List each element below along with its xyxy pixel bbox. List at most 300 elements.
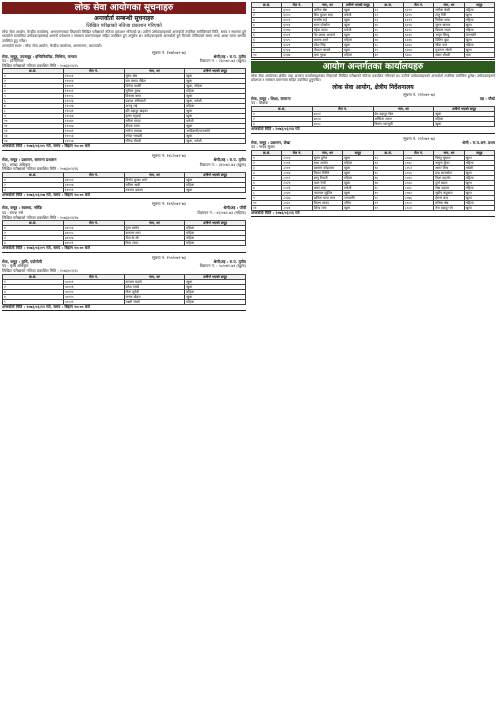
table-cell: राजु गिरी xyxy=(434,13,464,18)
level: तह : चौथो xyxy=(479,95,495,101)
table-cell: १ xyxy=(3,74,64,79)
column-header: समूह xyxy=(343,150,373,155)
table-cell: खुला xyxy=(464,23,494,28)
table-cell: ८०६० xyxy=(403,175,433,180)
interview-date: अन्तर्वार्ता मिति : २०७३/०३/०७ गते, समय : बिहान १०:०० बजे xyxy=(2,191,90,197)
level: श्रेणी : रा.प.अनं. प्रथम xyxy=(462,139,495,145)
table-cell: खुला xyxy=(434,122,495,127)
table-cell: १ xyxy=(3,226,64,231)
table-cell: ८०२६ xyxy=(282,185,312,190)
table-cell: ८०५६ xyxy=(403,170,433,175)
advertisement-number: विज्ञापन नं. : ५०/०७२-७३ (खुला) xyxy=(199,263,246,269)
level: श्रेणी/तह : रा.प. तृतीय xyxy=(213,157,246,162)
table-cell: खुला xyxy=(343,18,373,23)
table-cell: ६२२८ xyxy=(403,28,433,33)
table-cell: १ xyxy=(252,112,313,117)
table-cell: ८०६८ xyxy=(403,185,433,190)
table-cell: महिला xyxy=(464,28,494,33)
right-column xyxy=(251,2,495,718)
table-cell: ८०१४ xyxy=(282,170,312,175)
table-cell: ८०४४ xyxy=(403,155,433,160)
table-cell: मिलन घिमिरे xyxy=(312,170,342,175)
table-cell: १९ xyxy=(373,190,403,195)
table-cell: ८०१८ xyxy=(282,175,312,180)
table-cell: खुला xyxy=(464,170,494,175)
table-cell: खुला xyxy=(343,8,373,13)
table-cell: ३ xyxy=(252,122,313,127)
table-cell: लक्ष्मी जोशी xyxy=(124,299,185,304)
table-cell: २१ xyxy=(373,200,403,205)
table-cell: सन्तोष राई xyxy=(312,18,342,23)
column-header: समूह xyxy=(464,3,494,8)
table-cell: १२०२३ xyxy=(63,99,124,104)
table-cell: १२०१८ xyxy=(63,94,124,99)
table-cell: ८ xyxy=(3,109,64,114)
table-cell: २८ xyxy=(373,43,403,48)
notice-block xyxy=(2,50,246,151)
notice-block xyxy=(251,136,495,218)
column-header: क्र.सं. xyxy=(252,107,313,112)
table-cell: २४ xyxy=(373,23,403,28)
table-cell: ६२३६ xyxy=(403,38,433,43)
table-cell: खुला xyxy=(343,155,373,160)
table-cell: गीता सुवेदी xyxy=(124,289,185,294)
table-cell: १ xyxy=(252,8,282,13)
intro-paragraph: लोक सेवा आयोग, केन्द्रीय कार्यालय, अनामनगरबाट लिइएको लिखित परीक्षाको नतिजा प्रकाशन गरिएको छ। उत्तीर्ण उम्मेदवारहरुको अन्तर्वार्ता तपसिल बमोजिमको मिति, समय र स्थानमा हुने भएकोले सम्बन्धित उम्मेदवारहरुलाई आफ्नो प्रवेशपत्र र सक्कल प्रमाणपत्रहरु सहित उपस्थित हुन अनुरोध छ। उम्मेदवारहरुले अन्तर्वार्ता हुने दिनको तोकिएको समय भन्दा आधा घण्टा अगाडि उपस्थित हुनु पर्नेछ। xyxy=(2,30,246,43)
post: पद : स्टाफ नर्स xyxy=(2,209,24,215)
table-cell: अनिल श्रेष्ठ xyxy=(312,8,342,13)
results-table xyxy=(2,68,246,144)
table-cell: महिला xyxy=(185,226,246,231)
table-cell: २१ xyxy=(373,8,403,13)
table-cell: महिला xyxy=(185,241,246,246)
table-cell: २२ xyxy=(373,205,403,210)
table-cell: खुला xyxy=(343,170,373,175)
table-cell: ६ xyxy=(252,180,282,185)
table-cell: ५००१५ xyxy=(63,294,124,299)
table-cell: १३ xyxy=(373,160,403,165)
column-header: नाम, थर xyxy=(124,221,185,226)
notice-block xyxy=(2,255,246,311)
table-cell: २९ xyxy=(373,48,403,53)
table-cell: ८०६४ xyxy=(403,180,433,185)
table-cell: सागर मिश्र xyxy=(434,165,464,170)
results-table xyxy=(2,274,246,305)
table-cell: ६२२४ xyxy=(403,23,433,28)
table-cell: सुनिता गुरुङ xyxy=(124,89,185,94)
table-cell: ८००२ xyxy=(282,155,312,160)
table-cell: ६१३७ xyxy=(282,53,312,58)
post: पद : इन्जिनियर xyxy=(2,58,24,64)
table-cell: खुला xyxy=(464,38,494,43)
table-cell: ७००१ xyxy=(312,112,373,117)
column-header: क्र.सं. xyxy=(3,69,64,74)
column-header: उत्तीर्ण भएको समूह xyxy=(185,221,246,226)
table-cell: सुरज खनाल xyxy=(434,23,464,28)
table-cell: पवन रेग्मी xyxy=(312,180,342,185)
table-cell: ७ xyxy=(252,185,282,190)
table-cell: १२ xyxy=(3,129,64,134)
table-cell: सुरेश श्रेष्ठ xyxy=(124,74,185,79)
table-cell: महिला xyxy=(464,160,494,165)
table-cell: ८ xyxy=(252,43,282,48)
table-cell: ९ xyxy=(3,114,64,119)
divider xyxy=(2,310,246,311)
table-cell: कविता थापा मगर xyxy=(312,195,342,200)
table-cell: १० xyxy=(3,119,64,124)
offices-paragraph: लोक सेवा आयोगका क्षेत्रीय तथा अञ्चल कार्यालयहरुबाट लिइएको लिखित परीक्षाको नतिजा प्रकाशित गरिएको छ। उत्तीर्ण उम्मेदवारहरुको अन्तर्वार्ता तपसिल बमोजिम हुनेछ। उम्मेदवारहरुले प्रवेशपत्र र सक्कल प्रमाणपत्र सहित उपस्थित हुनुपर्नेछ। xyxy=(251,74,495,83)
table-cell: ४२००८ xyxy=(63,231,124,236)
column-header: उत्तीर्ण भएको समूह xyxy=(185,274,246,279)
table-cell: ३१००२ xyxy=(63,177,124,182)
table-cell: खुला xyxy=(185,109,246,114)
table-cell: विनोद कुमार शर्मा xyxy=(124,177,185,182)
level: श्रेणी/तह : रा.प. तृतीय xyxy=(213,53,246,59)
table-cell: ३ xyxy=(3,187,64,192)
regional-subtitle: लोक सेवा आयोग, क्षेत्रीय निर्देशनालय xyxy=(332,83,414,91)
table-cell: खुला xyxy=(185,124,246,129)
result-date: लिखित परीक्षाको नतिजा प्रकाशित मिति : २०७३/०२/१७ xyxy=(2,214,79,220)
table-cell: ८०३० xyxy=(282,190,312,195)
column-header: नाम, थर xyxy=(312,150,342,155)
post: पद : नायब सुब्बा xyxy=(251,144,275,150)
table-cell: २५ xyxy=(373,28,403,33)
table-cell: दीपक मल्ल xyxy=(124,124,185,129)
table-cell: महिला xyxy=(464,8,494,13)
table-cell: जनजाति xyxy=(464,33,494,38)
table-cell: खुला, मधेशी xyxy=(185,139,246,144)
column-header: क्र.सं. xyxy=(3,172,64,177)
post: पद : कृषि अधिकृत xyxy=(2,263,29,269)
table-cell: खुला xyxy=(343,48,373,53)
table-cell: २ xyxy=(3,284,64,289)
table-cell: ३ xyxy=(252,18,282,23)
table-cell: महिला xyxy=(343,38,373,43)
table-cell: खुला xyxy=(185,74,246,79)
table-cell: हेमन्त चन्द xyxy=(434,195,464,200)
table-cell: खुला xyxy=(343,43,373,48)
table-cell: १२०४० xyxy=(63,119,124,124)
left-column xyxy=(2,2,246,718)
table-cell: ६१०२ xyxy=(282,8,312,13)
table-cell: गणेश भण्डारी xyxy=(124,134,185,139)
results-table xyxy=(2,220,246,246)
section-subtitle: अन्तर्वार्ता सम्बन्धी सूचनाहरु xyxy=(94,15,154,22)
table-cell: विजय साउद xyxy=(312,200,342,205)
column-header: नाम, थर xyxy=(312,3,342,8)
intro-paragraph-2: अन्तर्वार्ता स्थान : लोक सेवा आयोग, केन्द्रीय कार्यालय, अनामनगर, काठमाडौं। xyxy=(2,44,102,49)
table-cell: महिला xyxy=(464,18,494,23)
table-cell: ३१०११ xyxy=(63,187,124,192)
table-cell: ४ xyxy=(252,23,282,28)
table-cell: रमेश सिंह xyxy=(312,43,342,48)
table-cell: निशा महर्जन xyxy=(434,175,464,180)
table-cell: ३१००७ xyxy=(63,182,124,187)
table-cell: १२०४९ xyxy=(63,129,124,134)
left-notice-list xyxy=(2,50,246,312)
table-cell: नवराज ढकाल xyxy=(124,187,185,192)
column-header: रोल नं. xyxy=(403,3,433,8)
table-cell: महिला xyxy=(185,231,246,236)
table-cell: सविना खत्री xyxy=(124,182,185,187)
table-body xyxy=(252,8,495,58)
table-cell: ८०४१ xyxy=(282,205,312,210)
column-header: रोल नं. xyxy=(282,150,312,155)
table-cell: खुला xyxy=(185,294,246,299)
table-cell: ८०३८ xyxy=(282,200,312,205)
divider xyxy=(2,150,246,151)
results-table xyxy=(251,150,495,211)
table-cell: १ xyxy=(3,279,64,284)
table-cell: ८०७६ xyxy=(403,195,433,200)
table-cell: २ xyxy=(3,79,64,84)
table-cell: खुला, महिला xyxy=(185,84,246,89)
table-cell: खुला xyxy=(464,195,494,200)
table-cell: १२०२७ xyxy=(63,104,124,109)
table-cell: बलराम कोइराला xyxy=(312,165,342,170)
result-date: लिखित परीक्षाको नतिजा प्रकाशित मिति : २०७३/०२/१५ xyxy=(2,62,79,68)
notice-number: सूचना नं. २२/०७२-७३ xyxy=(403,135,435,141)
table-cell: अस्मिता रावल xyxy=(373,117,434,122)
notice-number: सूचना नं. २१/०७२-७३ xyxy=(403,91,435,97)
interview-date: अन्तर्वार्ता मिति : २०७३/०३/०५ गते, समय : बिहान १०:०० बजे xyxy=(2,143,90,149)
table-cell: ६१०९ xyxy=(282,18,312,23)
notice-block xyxy=(2,153,246,199)
table-cell: तेज बहादुर ऐर xyxy=(434,205,464,210)
column-header: रोल नं. xyxy=(312,107,373,112)
table-cell: प्रेम बहादुर बिष्ट xyxy=(373,112,434,117)
divider xyxy=(251,59,495,60)
table-cell: मधेशी xyxy=(343,28,373,33)
table-cell: १२०५७ xyxy=(63,139,124,144)
table-cell: कल्पना मगर xyxy=(124,231,185,236)
table-cell: कृष्ण भट्टराई xyxy=(124,114,185,119)
table-cell: खुला xyxy=(185,114,246,119)
table-cell: ६१२५ xyxy=(282,38,312,43)
table-cell: निर्मला थापा xyxy=(434,18,464,23)
notice-block xyxy=(2,201,246,252)
table-cell: राधा अर्याल xyxy=(312,160,342,165)
table-cell: ८०८० xyxy=(403,200,433,205)
column-header: नाम, थर xyxy=(124,172,185,177)
table-cell: जमुना कुँवर xyxy=(434,160,464,165)
table-cell: ६२४० xyxy=(403,43,433,48)
table-cell: खुला xyxy=(185,134,246,139)
interview-date: अन्तर्वार्ता मिति : २०७३/०३/११ गते, समय : बिहान १०:०० बजे xyxy=(2,303,90,309)
table-cell: ८०४८ xyxy=(403,160,433,165)
table-cell: १२००१ xyxy=(63,74,124,79)
table-cell: खुला xyxy=(343,180,373,185)
table-cell: महिला xyxy=(185,289,246,294)
table-cell: खुला xyxy=(185,177,246,182)
notice-number: सूचना नं. १४८/०७२-७३ xyxy=(152,153,186,158)
table-cell: विष्णु भुसाल xyxy=(434,155,464,160)
table-cell: ९ xyxy=(252,48,282,53)
table-cell: प्रकाश अधिकारी xyxy=(124,99,185,104)
service-group: सेवा, समूह : प्रशासन, सामान्य प्रशासन xyxy=(2,157,57,162)
table-cell: खुला xyxy=(185,79,246,84)
result-date: लिखित परीक्षाको नतिजा प्रकाशित मिति : २०७३/०२/१६ xyxy=(2,166,79,172)
table-cell: २ xyxy=(252,117,313,122)
results-table xyxy=(2,172,246,193)
table-cell: १० xyxy=(252,200,282,205)
table-cell: महिला xyxy=(185,182,246,187)
table-cell: ८०२२ xyxy=(282,180,312,185)
table-cell: अमर शाह xyxy=(312,185,342,190)
table-cell: ४२००३ xyxy=(63,226,124,231)
table-cell: दिपेन्द्र कार्की xyxy=(124,84,185,89)
table-cell: खुला xyxy=(185,94,246,99)
column-header: क्र.सं. xyxy=(252,150,282,155)
table-cell: शंकर चौधरी xyxy=(434,53,464,58)
table-cell: ५००१० xyxy=(63,289,124,294)
table-cell: रीता के.सी. xyxy=(124,236,185,241)
table-cell: मधेशी xyxy=(343,13,373,18)
table-cell: मधेशी xyxy=(464,165,494,170)
divider xyxy=(251,216,495,217)
table-cell: १८ xyxy=(373,185,403,190)
table-cell: मिना लामा xyxy=(124,241,185,246)
advertisement-number: विज्ञापन नं. : २३/०७२-७३ (खुला) xyxy=(199,58,246,64)
table-cell: भरत पोखरेल xyxy=(312,23,342,28)
table-cell: खुला xyxy=(434,112,495,117)
table-cell: ५०००६ xyxy=(63,284,124,289)
table-cell: ८ xyxy=(252,190,282,195)
table-cell: खुला xyxy=(185,279,246,284)
column-header: रोल नं. xyxy=(403,150,433,155)
table-cell: २० xyxy=(373,195,403,200)
column-header: उत्तीर्ण भएको समूह xyxy=(434,107,495,112)
column-header: नाम, थर xyxy=(434,3,464,8)
table-cell: मनिषा श्रेष्ठ xyxy=(434,200,464,205)
table-cell: महेश यादव xyxy=(312,28,342,33)
table-cell: खुला xyxy=(343,33,373,38)
table-cell: खुला xyxy=(185,187,246,192)
table-cell: खुला xyxy=(464,155,494,160)
table-cell: ३० xyxy=(373,53,403,58)
table-cell: ६२४८ xyxy=(403,53,433,58)
table-cell: २ xyxy=(252,160,282,165)
table-cell: मधेशी xyxy=(185,119,246,124)
table-cell: १२०५३ xyxy=(63,134,124,139)
table-cell: ५ xyxy=(252,28,282,33)
table-cell: २ xyxy=(3,182,64,187)
table-cell: महिला xyxy=(464,175,494,180)
table-cell: बिमला राउत xyxy=(434,28,464,33)
column-header: उत्तीर्ण भएको समूह xyxy=(185,172,246,177)
section-subtitle-2: लिखित परीक्षाको नतिजा प्रकाशन गरिएको xyxy=(86,23,162,29)
table-cell: १३ xyxy=(3,134,64,139)
table-cell: महिला xyxy=(343,175,373,180)
column-header: रोल नं. xyxy=(63,274,124,279)
post: पद : शाखा अधिकृत xyxy=(2,161,31,167)
column-header: क्र.सं. xyxy=(3,221,64,226)
table-cell: ७ xyxy=(3,104,64,109)
table-cell: खुला xyxy=(464,13,494,18)
table-cell: ३ xyxy=(3,84,64,89)
table-cell: खुला xyxy=(343,23,373,28)
table-cell: ६११७ xyxy=(282,28,312,33)
table-cell: ६१२९ xyxy=(282,43,312,48)
table-cell: ६२३२ xyxy=(403,33,433,38)
table-cell: ५ xyxy=(3,94,64,99)
divider xyxy=(2,198,246,199)
table-cell: ६२११ xyxy=(403,8,433,13)
interview-date: अन्तर्वार्ता मिति : २०७३/०३/०९ गते, समय : बिहान १०:०० बजे xyxy=(2,245,90,251)
table-cell: ७००८ xyxy=(312,122,373,127)
right-notice-list xyxy=(251,92,495,218)
top-results-table xyxy=(251,2,495,58)
column-header: रोल नं. xyxy=(282,3,312,8)
notice-number: सूचना नं. १५०/०७२-७३ xyxy=(152,254,186,260)
table-cell: जनजाति xyxy=(343,195,373,200)
table-cell: १ xyxy=(3,177,64,182)
table-cell: ६१३३ xyxy=(282,48,312,53)
table-cell: सुमन ढुंगेल xyxy=(312,155,342,160)
table-cell: गोपाल काफ्ले xyxy=(312,48,342,53)
table-cell: खुला xyxy=(343,165,373,170)
table-cell: पूजा बस्नेत xyxy=(124,226,185,231)
table-cell: खुला xyxy=(464,48,494,53)
column-header: नाम, थर xyxy=(124,274,185,279)
level: श्रेणी/तह : पाँचौं xyxy=(223,205,246,211)
table-cell: हरि बहादुर खड्का xyxy=(124,109,185,114)
table-cell: महिला xyxy=(464,200,494,205)
table-cell: १६ xyxy=(373,175,403,180)
table-cell: मनोज तामाङ xyxy=(124,129,185,134)
table-cell: महिला xyxy=(185,236,246,241)
table-cell: खुला xyxy=(464,190,494,195)
table-cell: महिला xyxy=(464,43,494,48)
table-cell: शिव कुमार साह xyxy=(312,13,342,18)
table-cell: १२ xyxy=(373,155,403,160)
table-cell: आदिवासी/जनजाति xyxy=(185,129,246,134)
table-cell: १२०३१ xyxy=(63,109,124,114)
table-cell: ४ xyxy=(3,89,64,94)
table-cell: ८०८४ xyxy=(403,205,433,210)
notice-number: सूचना नं. १४७/०७२-७३ xyxy=(152,49,186,55)
table-cell: १२०४४ xyxy=(63,124,124,129)
table-cell: नारायण लुइँटेल xyxy=(312,190,342,195)
table-cell: ६ xyxy=(252,33,282,38)
service-group: सेवा, समूह : प्रशासन, लेखा xyxy=(251,139,291,145)
table-cell: खुला xyxy=(464,180,494,185)
table-cell: महिला xyxy=(464,185,494,190)
service-group: सेवा, समूह : स्वास्थ्य, नर्सिङ xyxy=(2,205,42,211)
table-cell: कमला शर्मा xyxy=(312,38,342,43)
table-cell: इन्द्र सापकोटा xyxy=(434,170,464,175)
table-cell: ४ xyxy=(252,170,282,175)
column-header: समूह xyxy=(464,150,494,155)
table-cell: अञ्जु राई xyxy=(124,104,185,109)
table-cell: ८०१० xyxy=(282,165,312,170)
table-cell: राम प्रसाद पौडेल xyxy=(124,79,185,84)
table-cell: ४ xyxy=(3,294,64,299)
column-header: उत्तीर्ण भएको समूह xyxy=(343,3,373,8)
table-cell: महिला xyxy=(185,89,246,94)
table-cell: ११ xyxy=(3,124,64,129)
interview-date: अन्तर्वार्ता मिति : २०७३/०३/१४ गते xyxy=(251,126,300,131)
table-cell: युवराज ओली xyxy=(434,48,464,53)
table-cell: २२ xyxy=(373,13,403,18)
table-cell: १२००४ xyxy=(63,79,124,84)
table-cell: ३ xyxy=(3,289,64,294)
column-header: क्र.सं. xyxy=(3,274,64,279)
table-cell: ४२०१९ xyxy=(63,241,124,246)
table-cell: रेखा दाहाल xyxy=(434,185,464,190)
table-cell: ५०००१ xyxy=(63,279,124,284)
table-cell: खुला xyxy=(343,190,373,195)
